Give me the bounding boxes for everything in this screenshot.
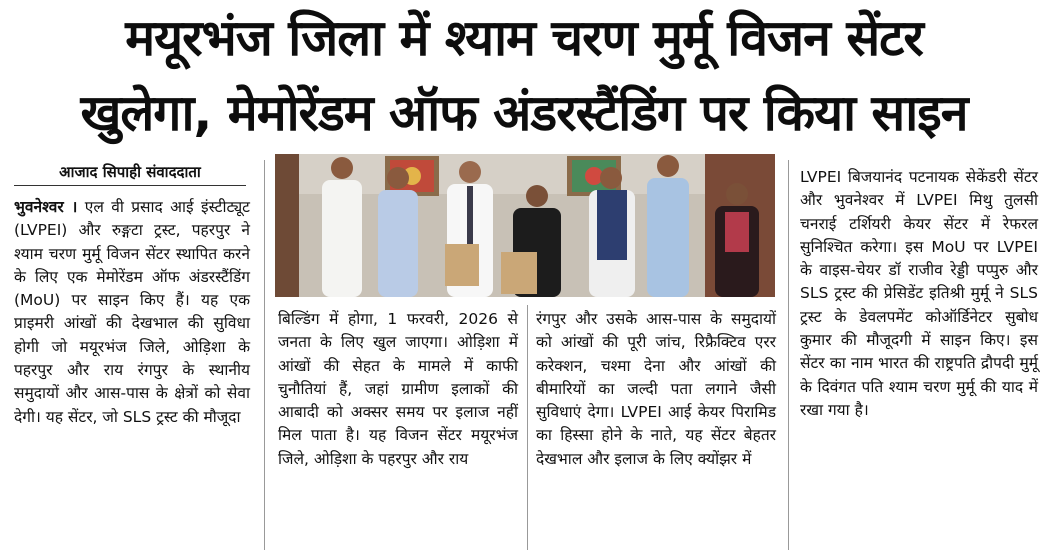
dateline: भुवनेश्वर ।: [14, 198, 78, 216]
headline-line-1: मयूरभंज जिला में श्याम चरण मुर्मू विजन सेंटर: [125, 9, 923, 67]
news-photo: [275, 154, 775, 297]
column-divider: [527, 305, 528, 550]
column-divider: [264, 160, 265, 550]
article-column-4: LVPEI बिजयानंद पटनायक सेकेंडरी सेंटर और भुवनेश्वर में LVPEI मिथु तुलसी चनराई टर्शियरी केयर सेंटर में रेफरल सुनिश्चित करेगा। इस MoU पर LVPEI के वाइस-चेयर डॉ राजीव रेड्डी पप्पुरु और SLS ट्रस्ट की प्रेसिडेंट इतिश्री मुर्मू ने SLS ट्रस्ट के डेवलपमेंट कोऑर्डिनेटर सुबोध कुमार की मौजूदगी में साइन किए। इस सेंटर का नाम भारत की राष्ट्रपति द्रौपदी मुर्मू के दिवंगत पति श्याम चरण मुर्मू की याद में रखा गया है।: [800, 168, 1038, 419]
photo-illustration: [275, 154, 775, 297]
byline: आजाद सिपाही संवाददाता: [14, 162, 246, 186]
article-column-3: रंगपुर और उसके आस-पास के समुदायों को आंखों की पूरी जांच, रिफ्रैक्टिव एरर करेक्शन, चश्मा देना और आंखों की बीमारियों का जल्दी पता लगाने जैसी सुविधाएं देगा। LVPEI आई केयर पिरामिड का हिस्सा होने के नाते, यह सेंटर बेहतर देखभाल और इलाज के लिए क्योंझर में: [536, 310, 776, 468]
article-column-1: [14, 196, 250, 429]
article-column-2: बिल्डिंग में होगा, 1 फरवरी, 2026 से जनता के लिए खुल जाएगा। ओड़िशा में आंखों की सेहत के मामले में काफी चुनौतियां हैं, जहां ग्रामीण इलाकों की आबादी को अक्सर समय पर इलाज नहीं मिल पाता है। यह विजन सेंटर मयूरभंज जिले, ओड़िशा के पहरपुर और राय: [278, 310, 518, 468]
article-column-1-text: एल वी प्रसाद आई इंस्टीट्यूट (LVPEI) और रुङ्गटा ट्रस्ट, पहरपुर ने श्याम चरण मुर्मू विजन सेंटर स्थापित करने के लिए एक मेमोरेंडम ऑफ अंडरस्टैंडिंग (MoU) पर साइन किए हैं। यह एक प्राइमरी आंखों की देखभाल की सुविधा होगी जो मयूरभंज जिले, ओड़िशा के पहरपुर और राय रंगपुर के स्थानीय समुदायों और आस-पास के क्षेत्रों को सेवा देगी। यह सेंटर, जो SLS ट्रस्ट की मौजूदा: [14, 198, 250, 426]
column-divider: [788, 160, 789, 550]
headline-line-2: खुलेगा, मेमोरेंडम ऑफ अंडरस्टैंडिंग पर किया साइन: [80, 84, 968, 142]
